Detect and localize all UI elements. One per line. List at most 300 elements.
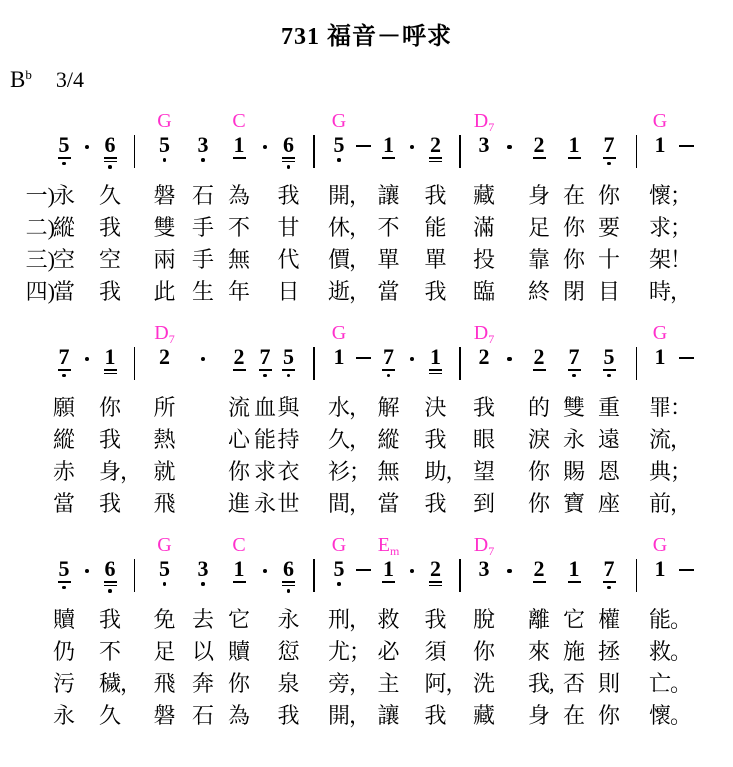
notation-cell	[625, 347, 648, 393]
lyric-punctuation: ，	[670, 427, 693, 452]
note-digit: 7	[383, 344, 394, 369]
lyric-punctuation: ，	[349, 395, 372, 420]
lyric-syllable: 流 ，	[649, 425, 671, 457]
lyric-punctuation: ；	[670, 215, 693, 240]
notation-cell	[555, 344, 593, 393]
chord-row	[52, 323, 733, 345]
lyric-row	[25, 181, 733, 213]
lyric-syllable: 讓	[377, 703, 400, 728]
notation-cell	[648, 344, 672, 393]
lyric-syllable: 求 ；	[649, 213, 671, 245]
notation-cell	[52, 132, 76, 181]
notation-cell	[351, 347, 376, 393]
lyric-syllable: 水 ，	[328, 393, 350, 425]
duration-underline	[104, 369, 117, 371]
notation-cell	[496, 559, 523, 605]
low-octave-dot	[62, 586, 66, 590]
lyric-syllable: 仍	[52, 639, 75, 664]
low-octave-dot	[607, 374, 611, 378]
sustain-dash	[679, 357, 694, 359]
duration-underline	[58, 369, 71, 371]
duration-underline	[282, 585, 295, 587]
lyric-syllable: 為	[227, 183, 250, 208]
chord-subscript: m	[389, 544, 400, 558]
note-digit: 1	[654, 556, 666, 581]
note-digit: 1	[383, 556, 394, 581]
lyric-syllable: 手	[191, 247, 214, 272]
lyric-syllable: 不	[227, 215, 250, 240]
lyric-syllable: 當	[377, 279, 400, 304]
notation-cell	[182, 347, 224, 393]
duration-underline	[603, 157, 616, 159]
lyric-syllable: 的	[527, 395, 550, 420]
augmentation-dot	[85, 569, 89, 573]
lyric-punctuation: ，	[120, 671, 143, 696]
lyric-syllable: 衫 ；	[328, 457, 350, 489]
duration-underline	[282, 161, 295, 163]
lyric-syllable: 價 ，	[328, 245, 350, 277]
augmentation-dot	[263, 569, 267, 573]
duration-underline	[233, 157, 246, 159]
lyric-syllable: 尤 ；	[328, 637, 350, 669]
lyric-syllable: 空 三)	[53, 245, 75, 277]
lyric-syllable: 阿 ，	[424, 669, 446, 701]
lyric-punctuation: 。	[670, 703, 693, 728]
lyric-syllable: 奔	[191, 671, 214, 696]
note-digit: 2	[430, 132, 441, 157]
duration-underline	[429, 373, 442, 375]
lyric-syllable: 藏	[472, 183, 495, 208]
lyric-syllable: 無	[227, 247, 250, 272]
lyric-syllable: 足	[153, 639, 176, 664]
lyric-punctuation: ：	[670, 395, 693, 420]
lyric-syllable: 免	[153, 607, 176, 632]
barline	[636, 135, 638, 168]
note-digit: 2	[533, 344, 545, 369]
notation-cell	[254, 344, 276, 393]
lyric-syllable: 閉	[562, 279, 585, 304]
low-octave-dot	[108, 165, 112, 169]
lyric-syllable: 不	[377, 215, 400, 240]
lyric-syllable: 眼	[472, 427, 495, 452]
notation-cell	[448, 135, 472, 181]
notation-cell	[122, 347, 147, 393]
barline	[459, 347, 461, 380]
note-digit: 1	[333, 344, 345, 369]
notation-cell	[423, 132, 448, 181]
lyric-syllable: 石	[191, 703, 214, 728]
low-octave-dot	[572, 374, 576, 378]
notation-cell	[423, 556, 448, 605]
notation-cell	[523, 556, 555, 605]
lyric-punctuation: ；	[349, 459, 372, 484]
lyric-syllable: 久	[98, 183, 121, 208]
lyric-syllable: 賜	[562, 459, 585, 484]
notation-cell	[301, 347, 327, 393]
note-digit: 5	[333, 556, 345, 581]
chord-subscript: 7	[168, 332, 175, 346]
note-digit: 7	[603, 556, 615, 581]
note-digit: 2	[233, 344, 245, 369]
notation-cell	[98, 344, 122, 393]
lyric-syllable: 所	[153, 395, 176, 420]
augmentation-dot	[410, 145, 414, 149]
lyric-syllable: 不	[98, 639, 121, 664]
notation-cell	[224, 556, 254, 605]
lyric-syllable: 你	[562, 215, 585, 240]
duration-underline	[233, 369, 246, 371]
augmentation-dot	[507, 145, 511, 149]
notation-cell	[52, 344, 76, 393]
lyric-syllable: 你	[597, 703, 620, 728]
lyric-syllable: 我	[424, 607, 447, 632]
lyric-punctuation: ，	[349, 671, 372, 696]
barline	[459, 559, 461, 592]
lyric-syllable: 縱 二)	[53, 213, 75, 245]
lyric-syllable: 寶	[562, 491, 585, 516]
duration-underline	[233, 581, 246, 583]
lyric-syllable: 磐	[153, 183, 176, 208]
note-digit: 7	[603, 132, 615, 157]
lyric-syllable: 架 ！	[649, 245, 671, 277]
notation-cell	[224, 344, 254, 393]
lyric-syllable: 救 。	[649, 637, 671, 669]
duration-underline	[533, 369, 546, 371]
lyric-syllable: 你	[227, 459, 250, 484]
low-octave-dot	[62, 162, 66, 166]
lyric-syllable: 我	[277, 183, 300, 208]
lyric-syllable: 我	[424, 491, 447, 516]
lyric-syllable: 此	[153, 279, 176, 304]
lyric-syllable: 重	[597, 395, 620, 420]
lyric-syllable: 單	[424, 247, 447, 272]
chord-label: $E_m$	[377, 534, 400, 558]
lyric-syllable: 藏	[472, 703, 495, 728]
augmentation-dot	[410, 357, 414, 361]
note-digit: 2	[159, 344, 170, 369]
note-digit: 5	[58, 132, 70, 157]
notation-cell	[555, 556, 593, 605]
lyric-syllable: 熱	[153, 427, 176, 452]
note-digit: 3	[197, 556, 209, 581]
lyric-syllable: 你	[597, 183, 620, 208]
note-digit: 1	[430, 344, 441, 369]
lyric-syllable: 無	[377, 459, 400, 484]
barline	[636, 347, 638, 380]
lyric-syllable: 我	[424, 279, 447, 304]
lyric-syllable: 我	[424, 183, 447, 208]
note-digit: 1	[233, 132, 245, 157]
duration-underline	[429, 369, 442, 371]
chord-label: G	[157, 110, 172, 132]
notation-row	[52, 133, 733, 181]
lyric-syllable: 贖	[227, 639, 250, 664]
duration-underline	[58, 581, 71, 583]
lyric-syllable: 身 ，	[99, 457, 121, 489]
note-digit: 5	[159, 132, 170, 157]
notation-cell	[401, 559, 423, 605]
lyric-syllable: 你	[527, 491, 550, 516]
lyric-syllable: 脫	[472, 607, 495, 632]
barline	[459, 135, 461, 168]
lyric-syllable: 旁 ，	[328, 669, 350, 701]
low-octave-dot	[287, 589, 291, 593]
chord-label: G	[652, 110, 668, 132]
augmentation-dot	[85, 145, 89, 149]
chord-label: G	[331, 110, 347, 132]
lyric-syllable: 縱	[52, 427, 75, 452]
augmentation-dot	[507, 357, 511, 361]
verse-number: 四)	[25, 279, 55, 304]
lyric-syllable: 泉	[277, 671, 300, 696]
lyric-row	[25, 277, 733, 309]
chord-label: $D_7$	[473, 322, 495, 346]
lyric-syllable: 我	[424, 703, 447, 728]
time-signature: 3/4	[55, 67, 84, 92]
lyric-punctuation: ！	[670, 247, 693, 272]
lyric-syllable: 你	[98, 395, 121, 420]
duration-underline	[104, 157, 117, 159]
lyric-syllable: 當	[52, 491, 75, 516]
notation-cell	[625, 135, 648, 181]
barline	[313, 559, 315, 592]
low-octave-dot	[163, 158, 167, 162]
lyric-punctuation: ，	[445, 671, 468, 696]
lyric-syllable: 開 ，	[328, 701, 350, 733]
lyric-syllable: 與	[277, 395, 300, 420]
lyric-syllable: 助 ，	[424, 457, 446, 489]
lyric-syllable: 為	[227, 703, 250, 728]
notation-cell	[423, 344, 448, 393]
note-digit: 1	[383, 132, 394, 157]
notation-cell	[625, 559, 648, 605]
note-digit: 7	[568, 344, 580, 369]
notation-cell	[351, 135, 376, 181]
lyric-syllable: 須	[424, 639, 447, 664]
duration-underline	[603, 581, 616, 583]
lyric-syllable: 恩	[597, 459, 620, 484]
note-digit: 1	[568, 132, 580, 157]
augmentation-dot	[507, 569, 511, 573]
notation-cell	[555, 132, 593, 181]
duration-underline	[282, 369, 295, 371]
lyric-syllable: 污	[52, 671, 75, 696]
notation-cell	[147, 556, 182, 605]
lyric-syllable: 兩	[153, 247, 176, 272]
lyric-syllable: 洗	[472, 671, 495, 696]
low-octave-dot	[337, 582, 341, 586]
lyric-syllable: 磐	[153, 703, 176, 728]
notation-cell	[52, 556, 76, 605]
notation-cell	[472, 344, 496, 393]
lyric-syllable: 則	[597, 671, 620, 696]
lyric-syllable: 持	[277, 427, 300, 452]
notation-cell	[496, 347, 523, 393]
lyric-syllable: 解	[377, 395, 400, 420]
lyric-syllable: 投	[472, 247, 495, 272]
lyric-punctuation: ，	[349, 491, 372, 516]
duration-underline	[603, 369, 616, 371]
notation-cell	[327, 556, 351, 605]
lyric-syllable: 飛	[153, 491, 176, 516]
notation-cell	[276, 344, 301, 393]
chord-label: G	[652, 322, 668, 344]
chord-label: $D_7$	[473, 110, 495, 134]
lyric-syllable: 永	[277, 607, 300, 632]
lyric-syllable: 雙	[153, 215, 176, 240]
lyric-syllable: 懷 。	[649, 701, 671, 733]
barline	[134, 347, 136, 380]
lyric-syllable: 代	[277, 247, 300, 272]
lyric-syllable: 懷 ；	[649, 181, 671, 213]
lyric-syllable: 開 ，	[328, 181, 350, 213]
note-digit: 3	[478, 556, 490, 581]
duration-underline	[104, 585, 117, 587]
low-octave-dot	[337, 158, 341, 162]
lyric-syllable: 永	[52, 703, 75, 728]
notation-cell	[76, 135, 98, 181]
lyric-syllable: 十	[597, 247, 620, 272]
notation-cell	[76, 347, 98, 393]
lyric-syllable: 我	[424, 427, 447, 452]
low-octave-dot	[163, 582, 167, 586]
lyric-syllable: 愆	[277, 639, 300, 664]
sustain-dash	[356, 145, 371, 147]
lyric-row	[52, 425, 733, 457]
lyric-row	[52, 393, 733, 425]
barline	[134, 135, 136, 168]
verse-number: 二)	[25, 215, 55, 240]
lyric-syllable: 進	[227, 491, 250, 516]
lyric-punctuation: ，	[670, 491, 693, 516]
note-digit: 3	[197, 132, 209, 157]
low-octave-dot	[108, 589, 112, 593]
notation-cell	[376, 344, 401, 393]
notation-cell	[401, 135, 423, 181]
lyric-punctuation: ，	[120, 459, 143, 484]
lyric-syllable: 縱	[377, 427, 400, 452]
verse-number: 一)	[25, 183, 55, 208]
duration-underline	[568, 157, 581, 159]
lyric-syllable: 滿	[472, 215, 495, 240]
low-octave-dot	[62, 374, 66, 378]
notation-cell	[301, 135, 327, 181]
lyric-syllable: 求	[254, 459, 277, 484]
lyric-syllable: 雙	[562, 395, 585, 420]
note-digit: 6	[104, 132, 116, 157]
notation-cell	[301, 559, 327, 605]
low-octave-dot	[607, 586, 611, 590]
lyric-punctuation: ；	[670, 183, 693, 208]
duration-underline	[568, 369, 581, 371]
low-octave-dot	[287, 165, 291, 169]
notation-cell	[672, 347, 700, 393]
music-section	[0, 111, 733, 309]
duration-underline	[382, 369, 395, 371]
lyric-syllable: 身	[527, 183, 550, 208]
lyric-syllable: 我	[98, 491, 121, 516]
lyric-syllable: 你	[562, 247, 585, 272]
lyric-punctuation: ，	[349, 215, 372, 240]
lyric-syllable: 以	[191, 639, 214, 664]
lyric-syllable: 遠	[597, 427, 620, 452]
notation-cell	[376, 556, 401, 605]
lyric-syllable: 拯	[597, 639, 620, 664]
chord-label: $D_7$	[473, 534, 495, 558]
low-octave-dot	[607, 162, 611, 166]
lyric-punctuation: ，	[349, 247, 372, 272]
note-digit: 7	[58, 344, 70, 369]
note-digit: 3	[478, 132, 490, 157]
sustain-dash	[356, 569, 371, 571]
lyric-syllable: 能 。	[649, 605, 671, 637]
notation-row	[52, 557, 733, 605]
duration-underline	[533, 581, 546, 583]
lyric-punctuation: ，	[349, 183, 372, 208]
lyric-syllable: 當 四)	[53, 277, 75, 309]
notation-cell	[98, 556, 122, 605]
note-digit: 5	[603, 344, 615, 369]
notation-cell	[672, 135, 700, 181]
lyric-syllable: 永	[562, 427, 585, 452]
note-digit: 2	[430, 556, 441, 581]
lyric-punctuation: ，	[445, 459, 468, 484]
notation-cell	[593, 556, 625, 605]
lyric-syllable: 到	[472, 491, 495, 516]
lyric-syllable: 身	[527, 703, 550, 728]
lyric-syllable: 望	[472, 459, 495, 484]
duration-underline	[568, 581, 581, 583]
lyric-syllable: 座	[597, 491, 620, 516]
lyric-syllable: 贖	[52, 607, 75, 632]
lyric-row	[52, 637, 733, 669]
lyric-punctuation: 。	[670, 671, 693, 696]
notation-cell	[593, 132, 625, 181]
lyric-syllable: 血	[254, 395, 277, 420]
lyric-syllable: 你	[527, 459, 550, 484]
notation-cell	[182, 556, 224, 605]
duration-underline	[382, 581, 395, 583]
music-sections	[0, 111, 733, 733]
chord-label: G	[157, 534, 172, 556]
notation-cell	[254, 559, 276, 605]
lyric-syllable: 淚	[527, 427, 550, 452]
lyric-syllable: 刑 ，	[328, 605, 350, 637]
lyric-syllable: 你	[227, 671, 250, 696]
notation-cell	[472, 556, 496, 605]
lyric-syllable: 足	[527, 215, 550, 240]
lyric-syllable: 日	[277, 279, 300, 304]
lyric-row	[25, 245, 733, 277]
notation-cell	[593, 344, 625, 393]
lyric-punctuation: ,	[549, 671, 555, 696]
lyric-syllable: 時 ，	[649, 277, 671, 309]
note-digit: 6	[283, 556, 294, 581]
lyric-syllable: 它	[227, 607, 250, 632]
verse-number: 三)	[25, 247, 55, 272]
lyric-syllable: 在	[562, 703, 585, 728]
note-digit: 1	[568, 556, 580, 581]
note-digit: 7	[259, 344, 271, 369]
music-section	[0, 323, 733, 521]
lyric-syllable: 當	[377, 491, 400, 516]
lyric-syllable: 心	[227, 427, 250, 452]
note-digit: 1	[654, 132, 666, 157]
note-digit: 5	[58, 556, 70, 581]
lyric-row	[52, 489, 733, 521]
notation-cell	[351, 559, 376, 605]
chord-label: C	[232, 534, 246, 556]
